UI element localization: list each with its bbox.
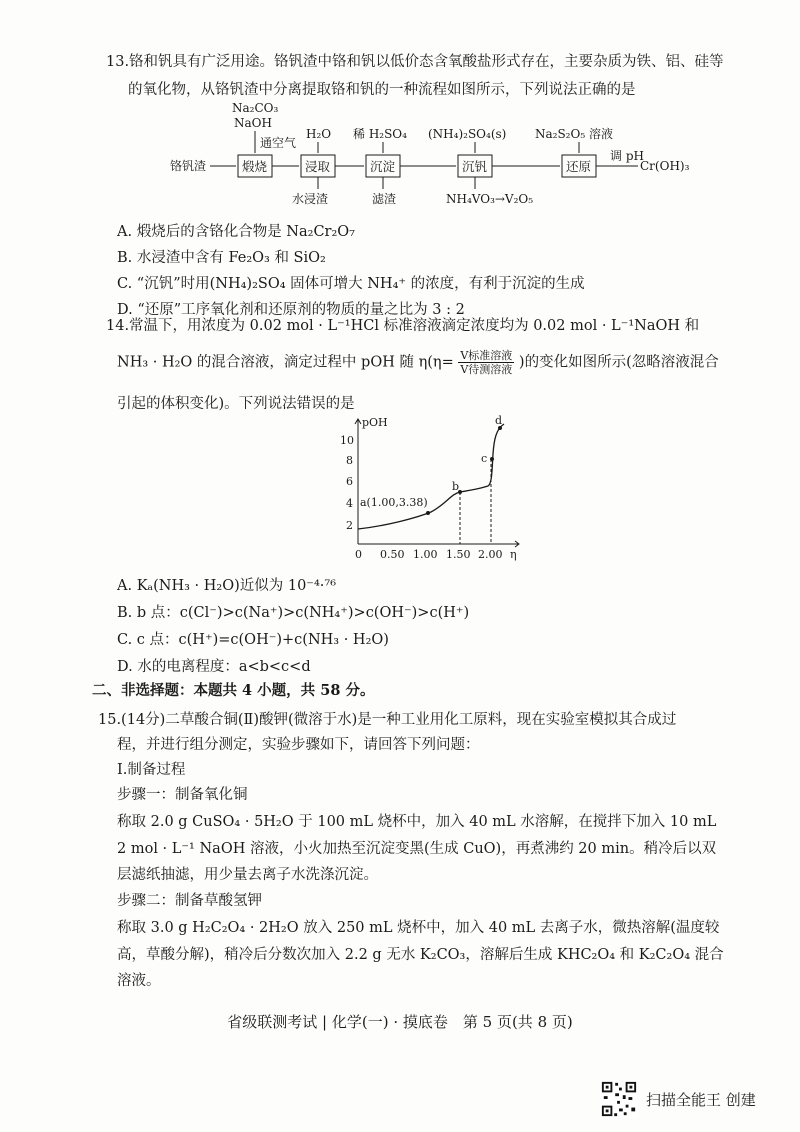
- flow-box-calcine: 煅烧: [242, 159, 268, 174]
- q14-option-c: C. c 点：c(H⁺)=c(OH⁻)+c(NH₃ · H₂O): [117, 632, 389, 648]
- xtick-150: 1.50: [446, 548, 471, 561]
- flow-residue1: 水浸渣: [292, 192, 329, 206]
- flow-box-vanadium: 沉钒: [462, 159, 488, 174]
- flow-box-precip: 沉淀: [370, 159, 396, 174]
- poh-graph: [336, 414, 526, 564]
- q13-option-b: B. 水浸渣中含有 Fe₂O₃ 和 SiO₂: [117, 250, 326, 266]
- q14-line1: 14.常温下，用浓度为 0.02 mol · L⁻¹HCl 标准溶液滴定浓度均为 0.02 mol · L⁻¹NaOH 和: [106, 318, 700, 334]
- flow-reagent-naoh: NaOH: [234, 116, 272, 130]
- xtick-200: 2.00: [478, 548, 503, 561]
- q15-step2-title: 步骤二：制备草酸氢钾: [117, 893, 262, 909]
- flow-reagent-na2co3: Na₂CO₃: [232, 101, 279, 115]
- flow-ammonium: (NH₄)₂SO₄(s): [428, 127, 507, 141]
- xtick-050: 0.50: [380, 548, 405, 561]
- graph-ylabel: pOH: [362, 416, 388, 429]
- flow-air: 通空气: [260, 136, 297, 150]
- page-footer: 省级联测考试 | 化学(一) · 摸底卷 第 5 页(共 8 页): [227, 1013, 573, 1031]
- q15-step2-line2: 高，草酸分解)，稍冷后分数次加入 2.2 g 无水 K₂CO₃，溶解后生成 KHC₂O₄ 和 K₂C₂O₄ 混合: [117, 947, 724, 963]
- q15-step1-line2: 2 mol · L⁻¹ NaOH 溶液，小火加热至沉淀变黑(生成 CuO)，再煮沸约 20 min。稍冷后以双: [117, 841, 717, 857]
- q15-part1: Ⅰ.制备过程: [117, 762, 186, 778]
- xtick-0: 0: [355, 548, 362, 561]
- q13-line2: 的氧化物，从铬钒渣中分离提取铬和钒的一种流程如图所示，下列说法正确的是: [128, 82, 636, 98]
- flow-thiosulfate: Na₂S₂O₅ 溶液: [535, 127, 613, 141]
- q14-option-a: A. Kₐ(NH₃ · H₂O)近似为 10⁻⁴·⁷⁶: [117, 578, 337, 594]
- q15-step1-line1: 称取 2.0 g CuSO₄ · 5H₂O 于 100 mL 烧杯中，加入 40 mL 水溶解，在搅拌下加入 10 mL: [117, 814, 717, 830]
- q14-frac-den: V待测溶液: [460, 363, 513, 376]
- flow-box-leach: 浸取: [305, 159, 331, 174]
- q15-step2-line3: 溶液。: [117, 973, 161, 989]
- qr-code-icon: [600, 1080, 638, 1118]
- section-heading: 二、非选择题：本题共 4 小题，共 58 分。: [92, 682, 375, 699]
- q15-line2: 程，并进行组分测定，实验步骤如下，请回答下列问题：: [117, 737, 480, 753]
- q14-option-b: B. b 点：c(Cl⁻)>c(Na⁺)>c(NH₄⁺)>c(OH⁻)>c(H⁺): [117, 605, 470, 621]
- flow-water: H₂O: [306, 127, 332, 141]
- q15-line1: 15.(14分)二草酸合铜(Ⅱ)酸钾(微溶于水)是一种工业用化工原料，现在实验室模拟其合成过: [98, 712, 677, 728]
- q15-step2-line1: 称取 3.0 g H₂C₂O₄ · 2H₂O 放入 250 mL 烧杯中，加入 40 mL 去离子水，微热溶解(温度较: [117, 920, 720, 936]
- q14-line3: 引起的体积变化)。下列说法错误的是: [117, 396, 355, 412]
- point-c: [490, 457, 494, 461]
- flowchart: [170, 100, 730, 212]
- ytick-8: 8: [346, 454, 353, 467]
- ytick-2: 2: [346, 519, 353, 532]
- flow-acid: 稀 H₂SO₄: [353, 127, 407, 141]
- q14-option-d: D. 水的电离程度：a<b<c<d: [117, 659, 311, 675]
- point-a: [426, 511, 430, 515]
- ytick-10: 10: [340, 434, 354, 447]
- label-c: c: [481, 452, 488, 465]
- label-a: a(1.00,3.38): [360, 496, 428, 509]
- label-b: b: [452, 480, 460, 493]
- q14-line2-b: )的变化如图所示(忽略溶液混合: [518, 354, 719, 371]
- flow-residue2: 滤渣: [372, 192, 397, 206]
- flow-residue3: NH₄VO₃→V₂O₅: [446, 192, 534, 206]
- titration-curve: [358, 424, 504, 529]
- flow-start: 铬钒渣: [170, 159, 207, 173]
- flow-product: Cr(OH)₃: [640, 159, 690, 173]
- q15-step1-line3: 层滤纸抽滤，用少量去离子水洗涤沉淀。: [117, 867, 378, 883]
- ytick-6: 6: [346, 475, 353, 488]
- q13-option-a: A. 煅烧后的含铬化合物是 Na₂Cr₂O₇: [117, 224, 355, 240]
- label-d: d: [495, 414, 503, 427]
- q14-frac-num: V标准溶液: [460, 349, 513, 362]
- q14-line2: [117, 349, 719, 376]
- q13-option-c: C. “沉钒”时用(NH₄)₂SO₄ 固体可增大 NH₄⁺ 的浓度，有利于沉淀的生成: [117, 276, 585, 292]
- q14-line2-a: NH₃ · H₂O 的混合溶液，滴定过程中 pOH 随 η(η=: [117, 354, 454, 371]
- ytick-4: 4: [346, 497, 353, 510]
- flow-box-reduce: 还原: [566, 159, 592, 174]
- q13-option-d: D. “还原”工序氧化剂和还原剂的物质的量之比为 3 : 2: [117, 302, 465, 318]
- xtick-100: 1.00: [413, 548, 438, 561]
- q13-line1: 13.铬和钒具有广泛用途。铬钒渣中铬和钒以低价态含氧酸盐形式存在，主要杂质为铁、铝、硅等: [106, 54, 724, 70]
- flow-adjust: 调 pH: [610, 149, 644, 163]
- graph-xlabel: η: [510, 548, 517, 561]
- watermark-text: 扫描全能王 创建: [646, 1091, 756, 1109]
- q15-step1-title: 步骤一：制备氧化铜: [117, 787, 248, 803]
